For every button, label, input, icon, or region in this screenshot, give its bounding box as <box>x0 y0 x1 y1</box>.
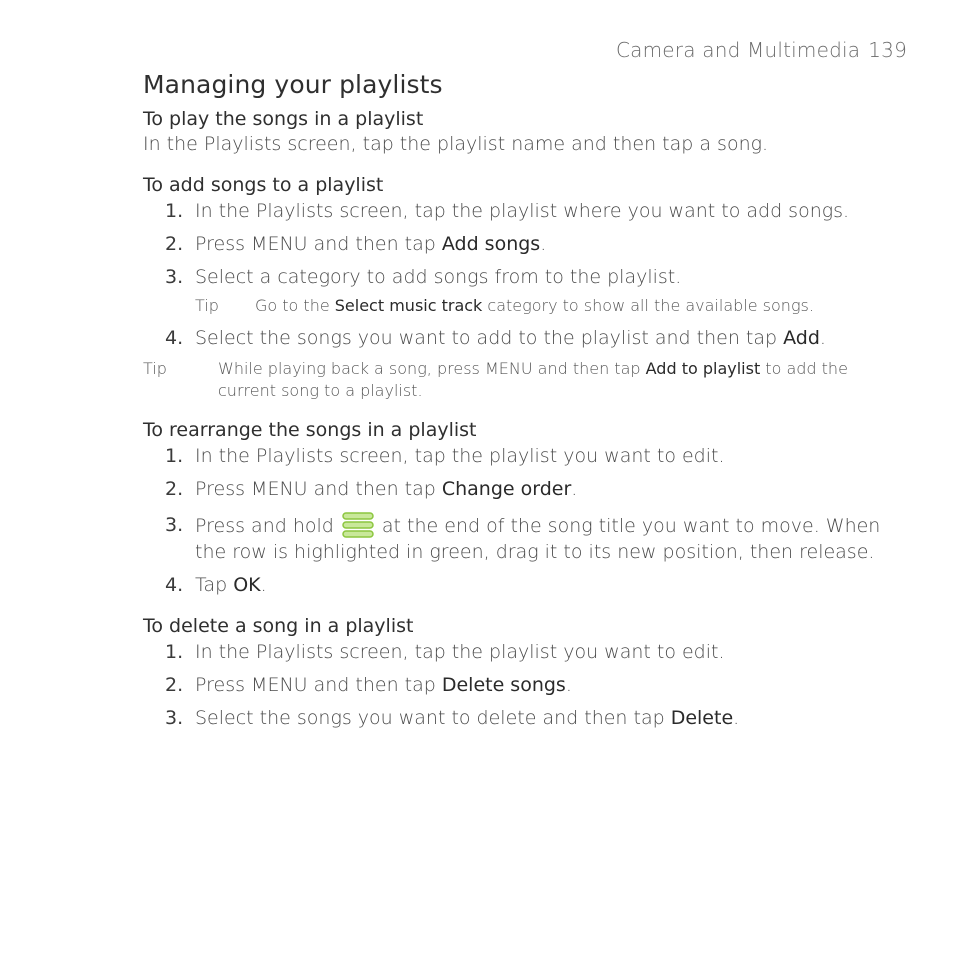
step-text-end: at the end of the song title you want to move. When the row is highlighted in green, drag it to its new position, then release. <box>195 515 881 563</box>
page-number: 139 <box>868 38 907 62</box>
step-text: In the Playlists screen, tap the playlist you want to edit. <box>195 641 725 663</box>
ui-term: Add songs <box>441 233 541 255</box>
ui-term: Delete <box>670 707 734 729</box>
steps-list <box>143 198 883 290</box>
list-item <box>143 639 883 665</box>
tip-text: While playing back a song, press MENU and then tap <box>218 359 646 378</box>
tip-label: Tip <box>195 296 219 315</box>
steps-list <box>143 443 883 598</box>
list-item <box>143 198 883 224</box>
tip-note <box>195 295 883 317</box>
step-text: In the Playlists screen, tap the playlist you want to edit. <box>195 445 725 467</box>
steps-list <box>143 325 883 351</box>
step-number: 2. <box>165 674 184 696</box>
step-number: 2. <box>165 478 184 500</box>
ui-term: Delete songs <box>441 674 566 696</box>
page-header <box>616 38 907 62</box>
section-heading: To rearrange the songs in a playlist <box>143 419 477 441</box>
ui-term: Select music track <box>334 296 483 315</box>
tip-label: Tip <box>143 359 167 378</box>
step-number: 3. <box>165 266 184 288</box>
list-item <box>143 476 883 502</box>
step-number: 3. <box>165 707 184 729</box>
page-title: Managing your playlists <box>143 70 443 99</box>
list-item <box>143 705 883 731</box>
step-number: 2. <box>165 233 184 255</box>
section-text: In the Playlists screen, tap the playlist name and then tap a song. <box>143 133 769 155</box>
step-text: Select the songs you want to delete and then tap <box>195 707 671 729</box>
step-number: 1. <box>165 445 184 467</box>
list-item <box>143 572 883 598</box>
step-text: Press MENU and then tap <box>195 674 442 696</box>
step-text: Select the songs you want to add to the playlist and then tap <box>195 327 784 349</box>
step-number: 4. <box>165 574 184 596</box>
section-heading: To delete a song in a playlist <box>143 615 414 637</box>
section-rearrange <box>143 418 883 598</box>
section-delete <box>143 614 883 731</box>
step-text: Press MENU and then tap <box>195 478 442 500</box>
step-text: Select a category to add songs from to the playlist. <box>195 266 682 288</box>
section-add <box>143 173 883 351</box>
ui-term: OK <box>233 574 261 596</box>
tip-text-end: category to show all the available songs. <box>482 296 814 315</box>
ui-term: Change order <box>441 478 572 500</box>
tip-text-end: to add the current song to a playlist. <box>218 359 848 400</box>
step-text: Press MENU and then tap <box>195 233 442 255</box>
step-number: 1. <box>165 641 184 663</box>
ui-term: Add to playlist <box>645 359 761 378</box>
list-item <box>143 325 883 351</box>
step-text-end: . <box>260 574 267 596</box>
tip-note <box>143 358 878 402</box>
step-text-end: . <box>540 233 547 255</box>
list-item <box>143 443 883 469</box>
reorder-handle-icon <box>342 512 374 538</box>
step-number: 1. <box>165 200 184 222</box>
tip-text: Go to the <box>255 296 335 315</box>
section-play <box>143 107 883 157</box>
page-content <box>143 70 883 747</box>
section-heading: To add songs to a playlist <box>143 174 384 196</box>
section-heading: To play the songs in a playlist <box>143 108 424 130</box>
step-number: 3. <box>165 514 184 536</box>
list-item <box>143 672 883 698</box>
list-item <box>143 264 883 290</box>
ui-term: Add <box>783 327 820 349</box>
step-text-end: . <box>565 674 572 696</box>
step-text-end: . <box>733 707 740 729</box>
step-text: In the Playlists screen, tap the playlist where you want to add songs. <box>195 200 850 222</box>
header-section: Camera and Multimedia <box>616 38 861 62</box>
step-text: Press and hold <box>195 515 340 537</box>
step-text-end: . <box>571 478 578 500</box>
step-text: Tap <box>195 574 234 596</box>
list-item <box>143 512 883 565</box>
list-item <box>143 231 883 257</box>
step-number: 4. <box>165 327 184 349</box>
steps-list <box>143 639 883 731</box>
step-text-end: . <box>819 327 826 349</box>
